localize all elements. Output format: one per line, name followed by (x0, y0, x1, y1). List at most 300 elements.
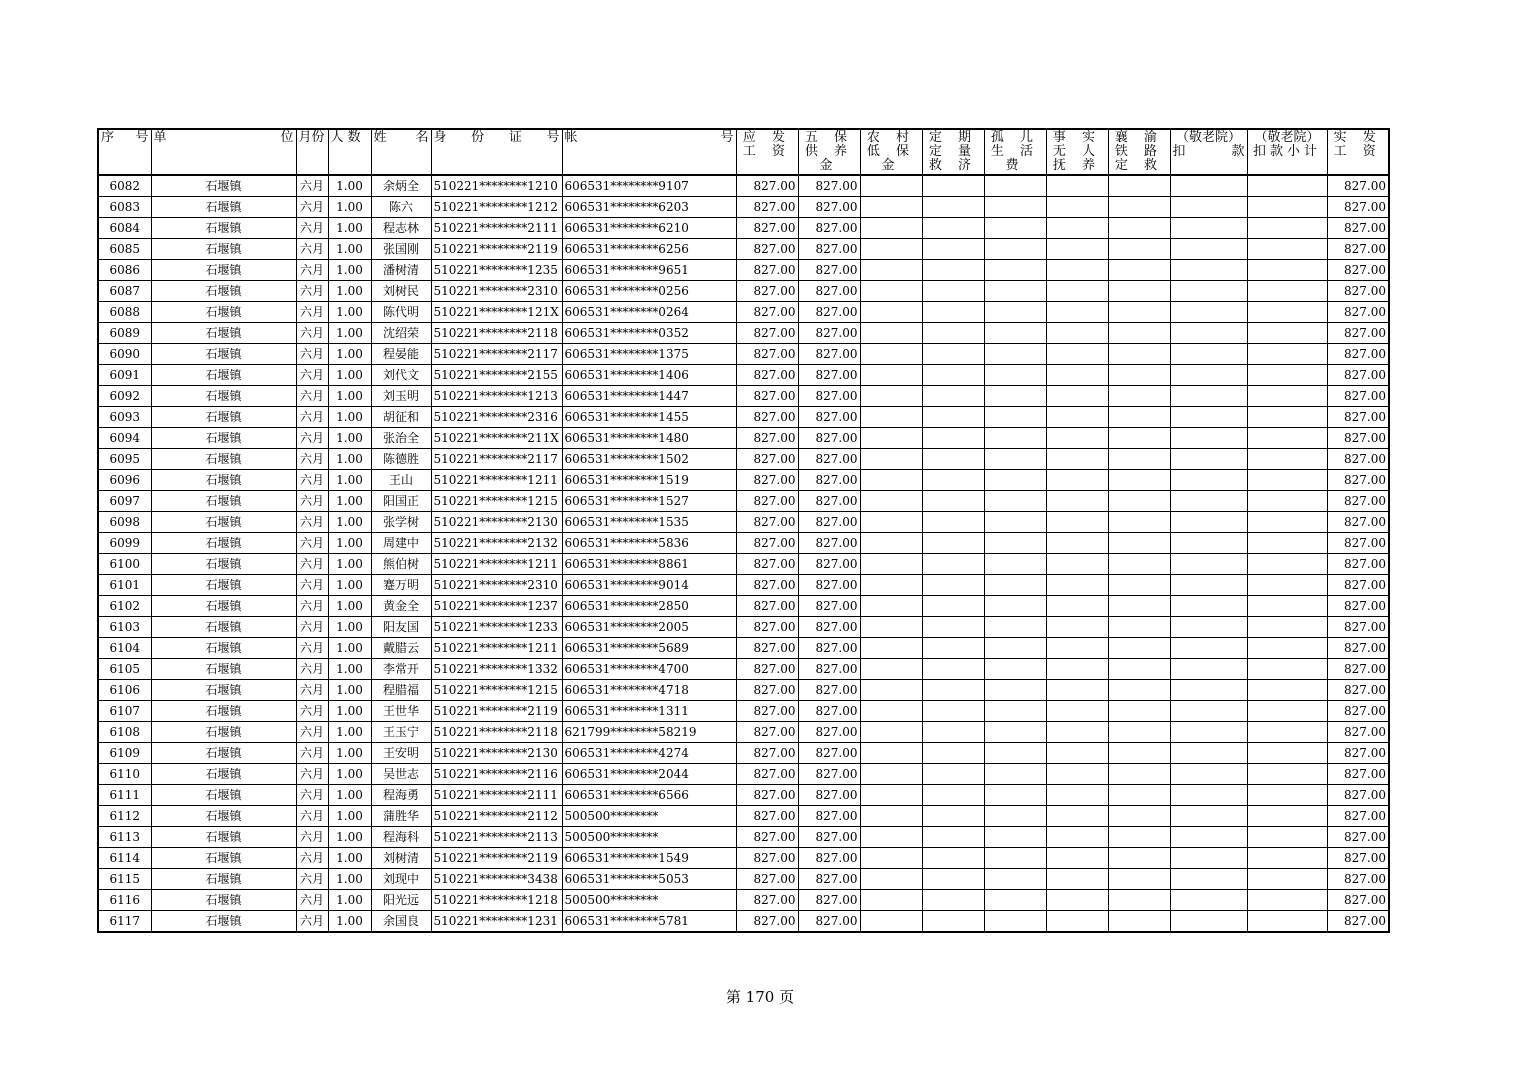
cell-id: 510221********2155 (431, 365, 562, 386)
cell-railway (1108, 407, 1170, 428)
cell-orphan (984, 512, 1046, 533)
cell-actual-wage: 827.00 (1327, 533, 1389, 554)
cell-unit: 石堰镇 (151, 827, 296, 848)
cell-unit: 石堰镇 (151, 218, 296, 239)
cell-id: 510221********1233 (431, 617, 562, 638)
cell-nursing-subtotal (1247, 175, 1327, 197)
cell-month: 六月 (296, 449, 328, 470)
cell-five-guarantee: 827.00 (798, 533, 860, 554)
cell-railway (1108, 701, 1170, 722)
cell-unit: 石堰镇 (151, 491, 296, 512)
table-row (98, 281, 1389, 302)
cell-actual-wage: 827.00 (1327, 344, 1389, 365)
cell-name: 王玉宁 (371, 722, 431, 743)
cell-orphan (984, 470, 1046, 491)
cell-five-guarantee: 827.00 (798, 659, 860, 680)
cell-fixed-relief (922, 197, 984, 218)
cell-fixed-relief (922, 911, 984, 933)
cell-orphan (984, 680, 1046, 701)
cell-month: 六月 (296, 848, 328, 869)
cell-due-wage: 827.00 (736, 869, 798, 890)
cell-due-wage: 827.00 (736, 743, 798, 764)
cell-rural-basic (860, 365, 922, 386)
cell-account: 606531********1519 (562, 470, 736, 491)
cell-rural-basic (860, 575, 922, 596)
cell-railway (1108, 596, 1170, 617)
cell-fixed-relief (922, 848, 984, 869)
cell-five-guarantee: 827.00 (798, 197, 860, 218)
cell-unit: 石堰镇 (151, 470, 296, 491)
cell-month: 六月 (296, 638, 328, 659)
cell-unit: 石堰镇 (151, 239, 296, 260)
cell-five-guarantee: 827.00 (798, 827, 860, 848)
cell-rural-basic (860, 470, 922, 491)
cell-seq: 6106 (98, 680, 151, 701)
cell-id: 510221********1215 (431, 680, 562, 701)
cell-fixed-relief (922, 218, 984, 239)
cell-due-wage: 827.00 (736, 764, 798, 785)
cell-de-facto (1046, 554, 1108, 575)
cell-nursing-subtotal (1247, 827, 1327, 848)
cell-de-facto (1046, 743, 1108, 764)
cell-account: 606531********1535 (562, 512, 736, 533)
cell-five-guarantee: 827.00 (798, 764, 860, 785)
cell-fixed-relief (922, 554, 984, 575)
cell-id: 510221********2119 (431, 701, 562, 722)
table-row (98, 575, 1389, 596)
cell-count: 1.00 (328, 302, 371, 323)
cell-rural-basic (860, 680, 922, 701)
cell-de-facto (1046, 638, 1108, 659)
cell-fixed-relief (922, 827, 984, 848)
cell-railway (1108, 869, 1170, 890)
cell-five-guarantee: 827.00 (798, 470, 860, 491)
cell-five-guarantee: 827.00 (798, 239, 860, 260)
cell-count: 1.00 (328, 470, 371, 491)
cell-count: 1.00 (328, 785, 371, 806)
cell-nursing-deduct (1170, 428, 1247, 449)
cell-nursing-subtotal (1247, 386, 1327, 407)
cell-seq: 6086 (98, 260, 151, 281)
cell-actual-wage: 827.00 (1327, 218, 1389, 239)
cell-actual-wage: 827.00 (1327, 386, 1389, 407)
cell-month: 六月 (296, 743, 328, 764)
cell-de-facto (1046, 722, 1108, 743)
table-row (98, 806, 1389, 827)
cell-count: 1.00 (328, 218, 371, 239)
cell-railway (1108, 175, 1170, 197)
cell-fixed-relief (922, 533, 984, 554)
cell-due-wage: 827.00 (736, 533, 798, 554)
cell-count: 1.00 (328, 869, 371, 890)
cell-seq: 6109 (98, 743, 151, 764)
cell-de-facto (1046, 175, 1108, 197)
cell-unit: 石堰镇 (151, 638, 296, 659)
cell-de-facto (1046, 344, 1108, 365)
cell-actual-wage: 827.00 (1327, 743, 1389, 764)
cell-count: 1.00 (328, 806, 371, 827)
cell-name: 王安明 (371, 743, 431, 764)
cell-nursing-deduct (1170, 722, 1247, 743)
cell-nursing-subtotal (1247, 239, 1327, 260)
cell-nursing-deduct (1170, 806, 1247, 827)
cell-count: 1.00 (328, 386, 371, 407)
cell-orphan (984, 407, 1046, 428)
cell-due-wage: 827.00 (736, 575, 798, 596)
cell-due-wage: 827.00 (736, 911, 798, 933)
cell-de-facto (1046, 491, 1108, 512)
cell-orphan (984, 701, 1046, 722)
cell-orphan (984, 428, 1046, 449)
cell-account: 606531********1480 (562, 428, 736, 449)
cell-nursing-subtotal (1247, 533, 1327, 554)
cell-name: 陈六 (371, 197, 431, 218)
cell-railway (1108, 323, 1170, 344)
cell-seq: 6082 (98, 175, 151, 197)
cell-orphan (984, 722, 1046, 743)
cell-actual-wage: 827.00 (1327, 239, 1389, 260)
header-five-guarantee: 五 保 供 养 金 (798, 129, 860, 175)
cell-de-facto (1046, 617, 1108, 638)
cell-id: 510221********2130 (431, 743, 562, 764)
cell-count: 1.00 (328, 175, 371, 197)
cell-unit: 石堰镇 (151, 386, 296, 407)
cell-account: 621799********58219 (562, 722, 736, 743)
cell-orphan (984, 575, 1046, 596)
cell-due-wage: 827.00 (736, 680, 798, 701)
cell-month: 六月 (296, 407, 328, 428)
cell-id: 510221********2112 (431, 806, 562, 827)
cell-nursing-subtotal (1247, 260, 1327, 281)
cell-due-wage: 827.00 (736, 890, 798, 911)
cell-id: 510221********1237 (431, 596, 562, 617)
cell-nursing-subtotal (1247, 323, 1327, 344)
cell-actual-wage: 827.00 (1327, 407, 1389, 428)
cell-nursing-subtotal (1247, 617, 1327, 638)
cell-rural-basic (860, 722, 922, 743)
header-orphan: 孤 儿 生 活 费 (984, 129, 1046, 175)
cell-railway (1108, 533, 1170, 554)
cell-nursing-deduct (1170, 617, 1247, 638)
cell-account: 606531********5053 (562, 869, 736, 890)
cell-due-wage: 827.00 (736, 386, 798, 407)
cell-nursing-subtotal (1247, 575, 1327, 596)
cell-name: 刘树清 (371, 848, 431, 869)
cell-railway (1108, 470, 1170, 491)
cell-orphan (984, 260, 1046, 281)
cell-account: 606531********0264 (562, 302, 736, 323)
cell-due-wage: 827.00 (736, 302, 798, 323)
cell-account: 606531********1447 (562, 386, 736, 407)
cell-seq: 6097 (98, 491, 151, 512)
cell-nursing-deduct (1170, 848, 1247, 869)
cell-due-wage: 827.00 (736, 344, 798, 365)
cell-account: 606531********1455 (562, 407, 736, 428)
cell-seq: 6101 (98, 575, 151, 596)
cell-unit: 石堰镇 (151, 848, 296, 869)
cell-actual-wage: 827.00 (1327, 323, 1389, 344)
cell-name: 陈德胜 (371, 449, 431, 470)
cell-account: 606531********2044 (562, 764, 736, 785)
cell-fixed-relief (922, 701, 984, 722)
cell-unit: 石堰镇 (151, 722, 296, 743)
cell-fixed-relief (922, 175, 984, 197)
table-row (98, 911, 1389, 933)
cell-id: 510221********2119 (431, 848, 562, 869)
cell-actual-wage: 827.00 (1327, 596, 1389, 617)
cell-account: 606531********8861 (562, 554, 736, 575)
cell-nursing-subtotal (1247, 638, 1327, 659)
table-row (98, 175, 1389, 197)
table-row (98, 491, 1389, 512)
cell-fixed-relief (922, 638, 984, 659)
cell-id: 510221********2111 (431, 785, 562, 806)
cell-count: 1.00 (328, 260, 371, 281)
cell-month: 六月 (296, 596, 328, 617)
cell-due-wage: 827.00 (736, 281, 798, 302)
cell-seq: 6117 (98, 911, 151, 933)
cell-orphan (984, 617, 1046, 638)
table-row (98, 197, 1389, 218)
cell-unit: 石堰镇 (151, 554, 296, 575)
cell-account: 500500******** (562, 806, 736, 827)
cell-unit: 石堰镇 (151, 911, 296, 933)
cell-unit: 石堰镇 (151, 890, 296, 911)
cell-month: 六月 (296, 617, 328, 638)
cell-rural-basic (860, 596, 922, 617)
cell-nursing-subtotal (1247, 512, 1327, 533)
cell-name: 黄金全 (371, 596, 431, 617)
cell-month: 六月 (296, 680, 328, 701)
cell-rural-basic (860, 764, 922, 785)
cell-nursing-deduct (1170, 386, 1247, 407)
cell-account: 606531********6256 (562, 239, 736, 260)
cell-month: 六月 (296, 554, 328, 575)
cell-railway (1108, 386, 1170, 407)
cell-name: 余国良 (371, 911, 431, 933)
cell-orphan (984, 743, 1046, 764)
cell-unit: 石堰镇 (151, 302, 296, 323)
table-row (98, 701, 1389, 722)
cell-five-guarantee: 827.00 (798, 512, 860, 533)
cell-rural-basic (860, 491, 922, 512)
header-month: 月份 (296, 129, 328, 175)
cell-seq: 6114 (98, 848, 151, 869)
cell-seq: 6103 (98, 617, 151, 638)
cell-nursing-subtotal (1247, 449, 1327, 470)
cell-account: 606531********5836 (562, 533, 736, 554)
cell-five-guarantee: 827.00 (798, 911, 860, 933)
cell-nursing-deduct (1170, 323, 1247, 344)
cell-name: 王世华 (371, 701, 431, 722)
cell-name: 蹇万明 (371, 575, 431, 596)
cell-seq: 6094 (98, 428, 151, 449)
table-row (98, 554, 1389, 575)
cell-fixed-relief (922, 449, 984, 470)
table-row (98, 386, 1389, 407)
cell-fixed-relief (922, 890, 984, 911)
cell-nursing-deduct (1170, 470, 1247, 491)
cell-account: 606531********1502 (562, 449, 736, 470)
cell-nursing-deduct (1170, 449, 1247, 470)
cell-actual-wage: 827.00 (1327, 764, 1389, 785)
cell-railway (1108, 512, 1170, 533)
cell-id: 510221********2310 (431, 575, 562, 596)
cell-due-wage: 827.00 (736, 260, 798, 281)
cell-de-facto (1046, 785, 1108, 806)
cell-account: 606531********9014 (562, 575, 736, 596)
cell-seq: 6100 (98, 554, 151, 575)
table-row (98, 785, 1389, 806)
cell-five-guarantee: 827.00 (798, 554, 860, 575)
table-row (98, 533, 1389, 554)
cell-id: 510221********2117 (431, 449, 562, 470)
table-row (98, 743, 1389, 764)
cell-orphan (984, 491, 1046, 512)
cell-due-wage: 827.00 (736, 701, 798, 722)
cell-orphan (984, 197, 1046, 218)
table-row (98, 344, 1389, 365)
cell-fixed-relief (922, 659, 984, 680)
cell-month: 六月 (296, 911, 328, 933)
cell-railway (1108, 428, 1170, 449)
cell-count: 1.00 (328, 764, 371, 785)
table-row (98, 848, 1389, 869)
cell-rural-basic (860, 197, 922, 218)
cell-due-wage: 827.00 (736, 197, 798, 218)
cell-seq: 6089 (98, 323, 151, 344)
cell-nursing-deduct (1170, 596, 1247, 617)
cell-actual-wage: 827.00 (1327, 197, 1389, 218)
cell-due-wage: 827.00 (736, 239, 798, 260)
cell-actual-wage: 827.00 (1327, 554, 1389, 575)
cell-de-facto (1046, 869, 1108, 890)
cell-nursing-deduct (1170, 239, 1247, 260)
page-number: 第 170 页 (725, 988, 795, 1006)
cell-fixed-relief (922, 617, 984, 638)
cell-name: 刘现中 (371, 869, 431, 890)
table-row (98, 659, 1389, 680)
cell-id: 510221********1213 (431, 386, 562, 407)
cell-railway (1108, 197, 1170, 218)
table-row (98, 470, 1389, 491)
cell-unit: 石堰镇 (151, 323, 296, 344)
cell-de-facto (1046, 890, 1108, 911)
cell-de-facto (1046, 659, 1108, 680)
cell-name: 程海勇 (371, 785, 431, 806)
cell-orphan (984, 344, 1046, 365)
cell-month: 六月 (296, 344, 328, 365)
cell-seq: 6098 (98, 512, 151, 533)
cell-unit: 石堰镇 (151, 869, 296, 890)
cell-month: 六月 (296, 701, 328, 722)
cell-account: 606531********2005 (562, 617, 736, 638)
cell-count: 1.00 (328, 428, 371, 449)
cell-unit: 石堰镇 (151, 365, 296, 386)
cell-name: 张国刚 (371, 239, 431, 260)
cell-nursing-deduct (1170, 575, 1247, 596)
cell-railway (1108, 491, 1170, 512)
cell-account: 606531********1311 (562, 701, 736, 722)
cell-nursing-deduct (1170, 175, 1247, 197)
cell-seq: 6088 (98, 302, 151, 323)
cell-due-wage: 827.00 (736, 722, 798, 743)
cell-unit: 石堰镇 (151, 449, 296, 470)
cell-orphan (984, 449, 1046, 470)
table-row (98, 764, 1389, 785)
cell-railway (1108, 281, 1170, 302)
cell-actual-wage: 827.00 (1327, 302, 1389, 323)
cell-month: 六月 (296, 533, 328, 554)
cell-actual-wage: 827.00 (1327, 911, 1389, 933)
cell-due-wage: 827.00 (736, 428, 798, 449)
cell-de-facto (1046, 470, 1108, 491)
cell-fixed-relief (922, 407, 984, 428)
cell-id: 510221********3438 (431, 869, 562, 890)
cell-id: 510221********2117 (431, 344, 562, 365)
cell-railway (1108, 806, 1170, 827)
cell-rural-basic (860, 175, 922, 197)
cell-five-guarantee: 827.00 (798, 722, 860, 743)
cell-nursing-deduct (1170, 764, 1247, 785)
cell-due-wage: 827.00 (736, 175, 798, 197)
cell-count: 1.00 (328, 701, 371, 722)
cell-nursing-subtotal (1247, 764, 1327, 785)
header-fixed-relief: 定 期 定 量 救 济 (922, 129, 984, 175)
cell-due-wage: 827.00 (736, 407, 798, 428)
cell-actual-wage: 827.00 (1327, 806, 1389, 827)
cell-nursing-deduct (1170, 554, 1247, 575)
cell-due-wage: 827.00 (736, 806, 798, 827)
cell-de-facto (1046, 533, 1108, 554)
cell-five-guarantee: 827.00 (798, 743, 860, 764)
table-header (98, 129, 1389, 175)
cell-de-facto (1046, 218, 1108, 239)
cell-actual-wage: 827.00 (1327, 722, 1389, 743)
cell-due-wage: 827.00 (736, 365, 798, 386)
cell-id: 510221********2316 (431, 407, 562, 428)
cell-de-facto (1046, 806, 1108, 827)
cell-nursing-deduct (1170, 911, 1247, 933)
table-row (98, 827, 1389, 848)
cell-five-guarantee: 827.00 (798, 806, 860, 827)
cell-due-wage: 827.00 (736, 617, 798, 638)
cell-five-guarantee: 827.00 (798, 218, 860, 239)
cell-unit: 石堰镇 (151, 407, 296, 428)
cell-nursing-subtotal (1247, 470, 1327, 491)
cell-account: 606531********9107 (562, 175, 736, 197)
cell-railway (1108, 575, 1170, 596)
cell-railway (1108, 449, 1170, 470)
cell-account: 606531********6566 (562, 785, 736, 806)
cell-actual-wage: 827.00 (1327, 890, 1389, 911)
cell-de-facto (1046, 512, 1108, 533)
cell-unit: 石堰镇 (151, 806, 296, 827)
cell-fixed-relief (922, 281, 984, 302)
cell-railway (1108, 302, 1170, 323)
cell-orphan (984, 659, 1046, 680)
table-row (98, 302, 1389, 323)
header-rural-basic: 农 村 低 保 金 (860, 129, 922, 175)
cell-count: 1.00 (328, 638, 371, 659)
cell-month: 六月 (296, 323, 328, 344)
cell-count: 1.00 (328, 197, 371, 218)
cell-actual-wage: 827.00 (1327, 365, 1389, 386)
cell-name: 程海科 (371, 827, 431, 848)
cell-nursing-subtotal (1247, 785, 1327, 806)
cell-nursing-deduct (1170, 785, 1247, 806)
cell-nursing-deduct (1170, 302, 1247, 323)
